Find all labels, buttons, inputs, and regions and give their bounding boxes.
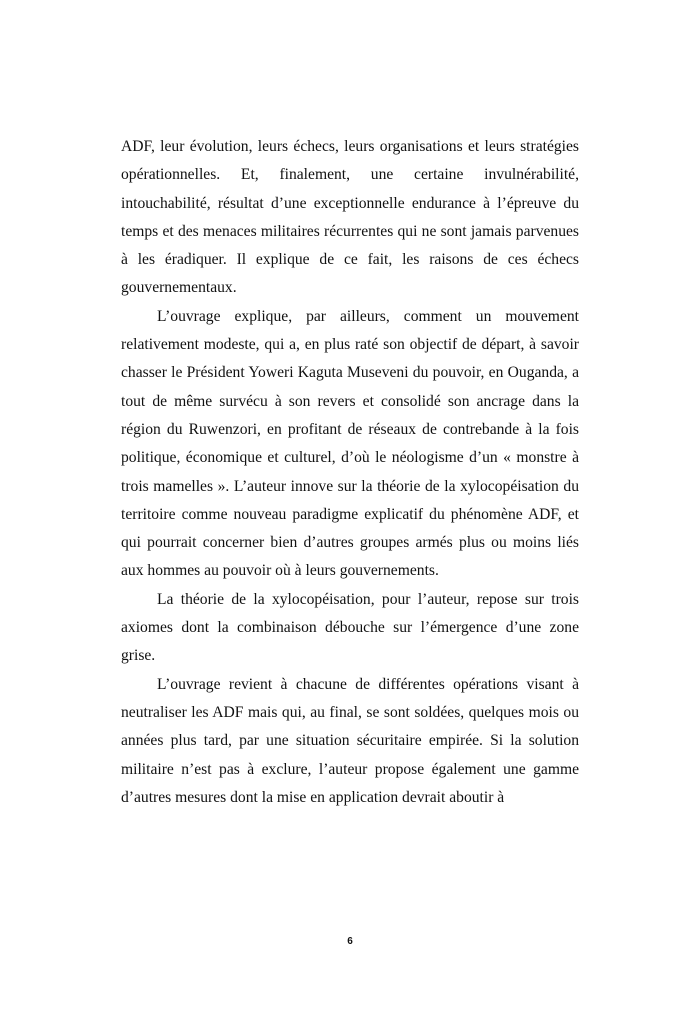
page-number: 6: [347, 936, 353, 947]
paragraph-1: ADF, leur évolution, leurs échecs, leurs organisations et leurs stratégies opérationnelles. Et, finalement, une certaine invulnérabilité, intouchabilité, résultat d’une exceptionnelle endurance à l’épreuve du temps et des menaces militaires récurrentes qui ne sont jamais parvenues à les éradiquer. Il explique de ce fait, les raisons de ces échecs gouvernementaux.: [121, 138, 579, 297]
body-text: [121, 133, 579, 812]
paragraph-2: L’ouvrage explique, par ailleurs, comment un mouvement relativement modeste, qui a, en plus raté son objectif de départ, à savoir chasser le Président Yoweri Kaguta Museveni du pouvoir, en Ouganda, a tout de même survécu à son revers et consolidé son ancrage dans la région du Ruwenzori, en profitant de réseaux de contrebande à la fois politique, économique et culturel, d’où le néologisme d’un « monstre à trois mamelles ». L’auteur innove sur la théorie de la xylocopéisation du territoire comme nouveau paradigme explicatif du phénomène ADF, et qui pourrait concerner bien d’autres groupes armés plus ou moins liés aux hommes au pouvoir où à leurs gouvernements.: [121, 307, 579, 580]
paragraph-3: La théorie de la xylocopéisation, pour l’auteur, repose sur trois axiomes dont la combinaison débouche sur l’émergence d’une zone grise.: [121, 590, 579, 665]
paragraph-4: L’ouvrage revient à chacune de différentes opérations visant à neutraliser les ADF mais qui, au final, se sont soldées, quelques mois ou années plus tard, par une situation sécuritaire empirée. Si la solution militaire n’est pas à exclure, l’auteur propose également une gamme d’autres mesures dont la mise en application devrait aboutir à: [121, 675, 579, 806]
